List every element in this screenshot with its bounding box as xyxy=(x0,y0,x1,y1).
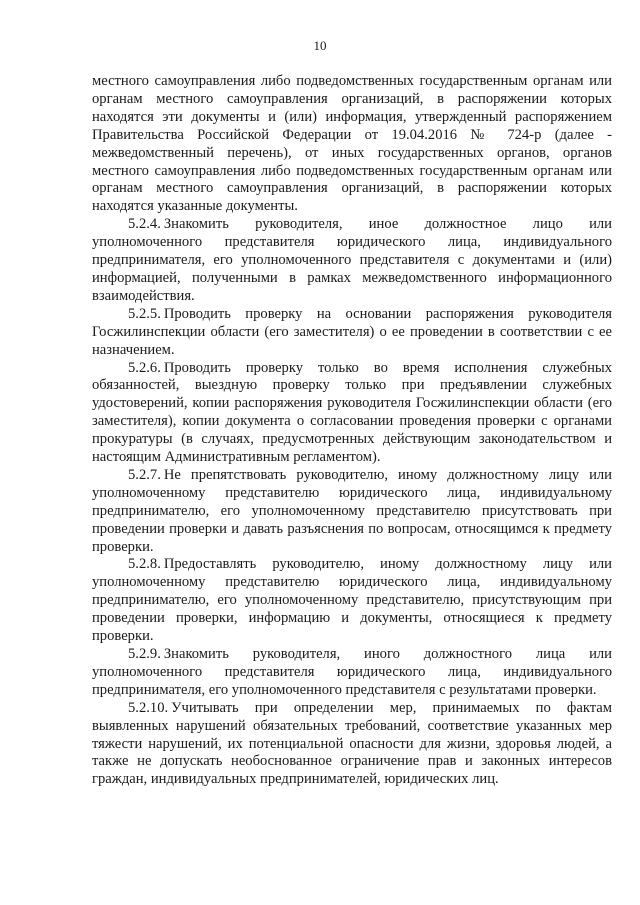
clause-5-2-6 xyxy=(92,360,612,467)
paragraph-text: Знакомить руководителя, иное должностное лицо или уполномоченного представителя юридического лица, индивидуального предпринимателя, его уполномоченного представителя с документами и (или) информацией, полученными в рамках межведомственного информационного взаимодействия. xyxy=(92,216,612,304)
clause-5-2-5 xyxy=(92,306,612,360)
paragraph-continuation xyxy=(92,73,612,216)
clause-5-2-7 xyxy=(92,467,612,557)
paragraph-text: Знакомить руководителя, иного должностного лица или уполномоченного представителя юридического лица, индивидуального предпринимателя, его уполномоченного представителя с результатами проверки. xyxy=(92,646,612,698)
clause-number: 5.2.6. xyxy=(128,359,161,376)
page-number: 10 xyxy=(313,38,327,53)
paragraph-text: Предоставлять руководителю, иному должностному лицу или уполномоченному представителю юридического лица, индивидуальному предпринимателю, его уполномоченному представителю, присутствующим при проведении проверки, информацию и документы, относящиеся к предмету проверки. xyxy=(92,556,612,645)
clause-5-2-9 xyxy=(92,646,612,700)
paragraph-text: Проводить проверку только во время исполнения служебных обязанностей, выездную проверку только при предъявлении служебных удостоверений, копии распоряжения руководителя Госжилинспекции области (его заместителя), копии документа о согласовании проведения проверки с органами прокуратуры (в случаях, предусмотренных действующим законодательством и настоящим Административным регламентом). xyxy=(92,359,612,466)
paragraph-text: Не препятствовать руководителю, иному должностному лицу или уполномоченному представителю юридического лица, индивидуальному предпринимателю, его уполномоченному представителю присутствовать при проведении проверки и давать разъяснения по вопросам, относящимся к предмету проверки. xyxy=(92,466,612,555)
clause-5-2-10 xyxy=(92,700,612,790)
clause-number: 5.2.4. xyxy=(128,216,161,233)
clause-number: 5.2.9. xyxy=(128,646,161,662)
paragraph-text: местного самоуправления либо подведомственных государственным органам или органам местного самоуправления организаций, в распоряжении которых находятся эти документы и (или) информация, утвержденный распоряжением Правительства Российской Федерации от 19.04.2016 № 724-р (далее - межведомственный перечень), от иных государственных органов, органов местного самоуправления либо подведомственных государственным органам или органам местного самоуправления организаций, в распоряжении которых находятся указанные документы. xyxy=(92,73,612,215)
clause-number: 5.2.8. xyxy=(128,556,161,573)
paragraph-text: Проводить проверку на основании распоряжения руководителя Госжилинспекции области (его заместителя) о ее проведении в соответствии с ее назначением. xyxy=(92,305,612,358)
document-body xyxy=(92,73,612,789)
clause-number: 5.2.5. xyxy=(128,305,161,322)
clause-number: 5.2.10. xyxy=(128,699,169,716)
clause-number: 5.2.7. xyxy=(128,466,161,483)
clause-5-2-4 xyxy=(92,216,612,306)
paragraph-text: Учитывать при определении мер, принимаемых по фактам выявленных нарушений обязательных требований, соответствие указанных мер тяжести нарушений, их потенциальной опасности для жизни, здоровья людей, а также не допускать необоснованное ограничение прав и законных интересов граждан, индивидуальных предпринимателей, юридических лиц. xyxy=(92,699,612,788)
clause-5-2-8 xyxy=(92,556,612,646)
